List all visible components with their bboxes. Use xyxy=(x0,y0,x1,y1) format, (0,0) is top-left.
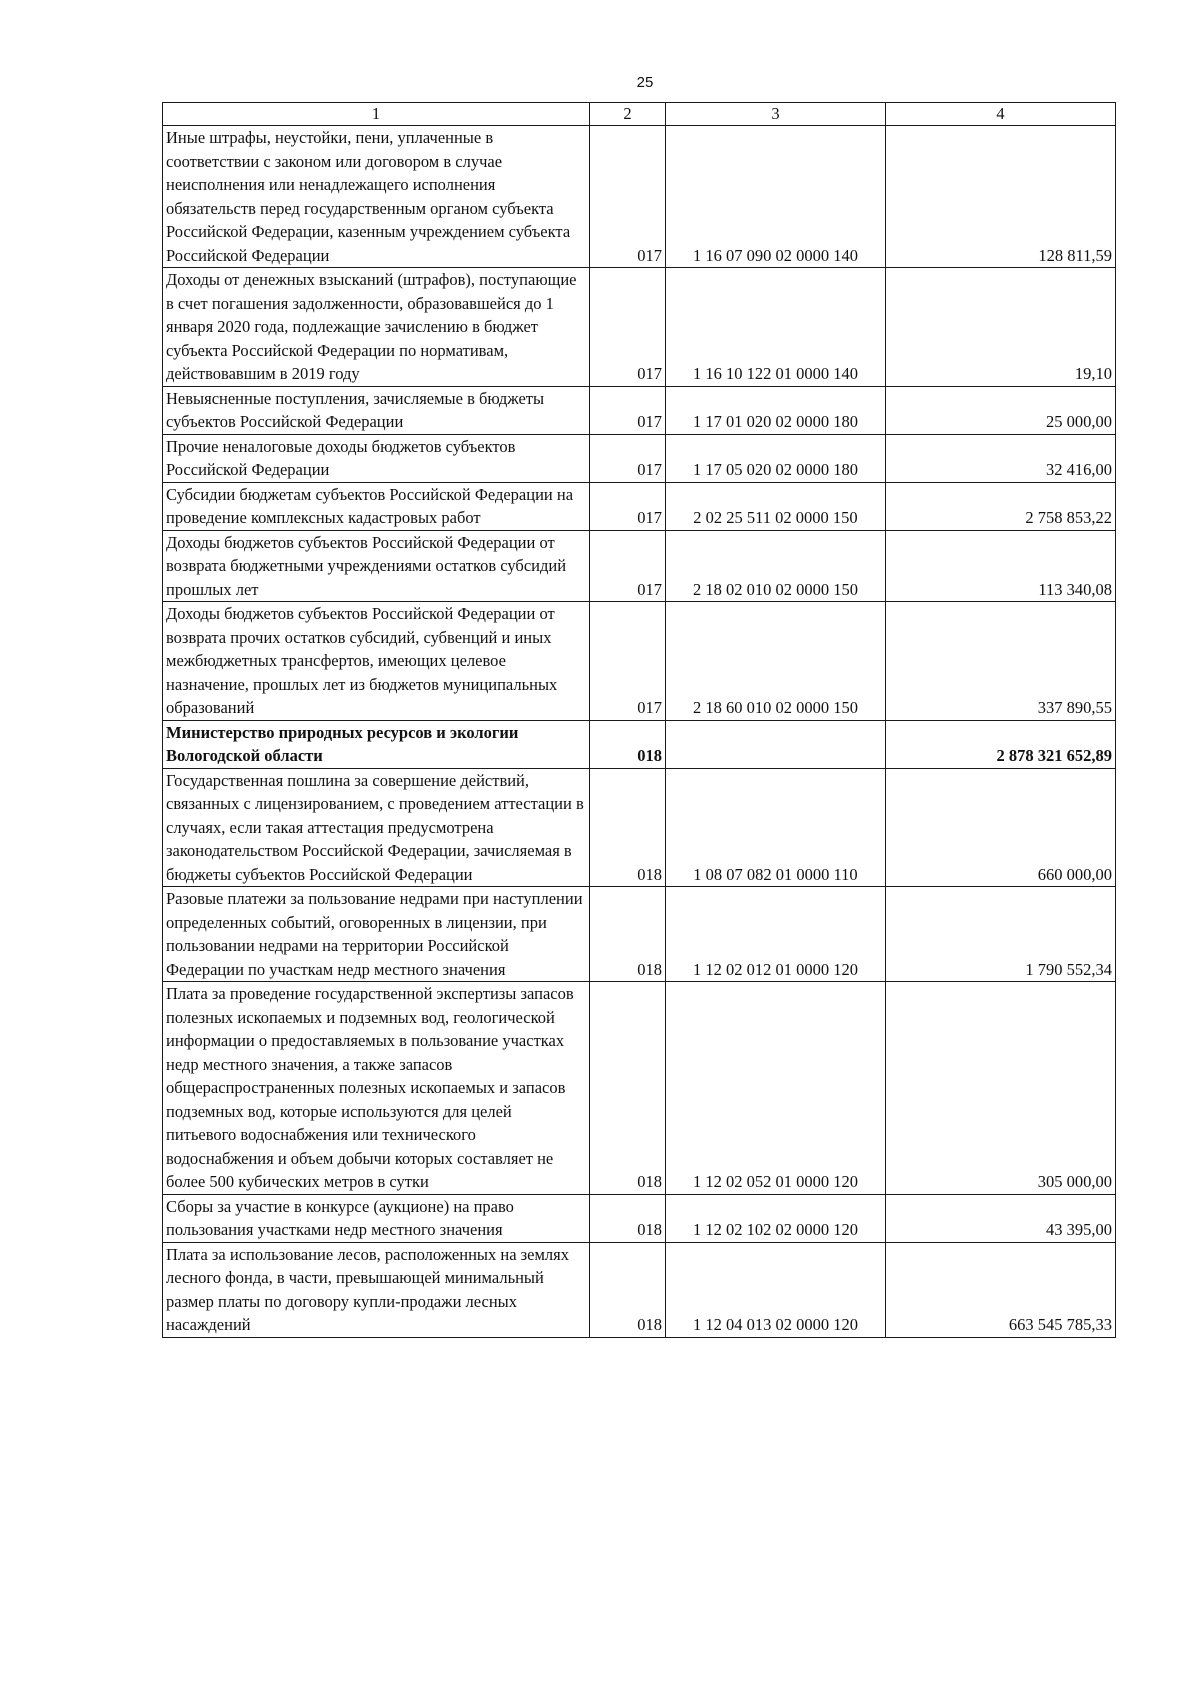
row-budget-classification-code: 1 12 02 012 01 0000 120 xyxy=(666,887,886,982)
row-admin-code: 017 xyxy=(590,126,666,268)
row-budget-classification-code: 1 12 02 102 02 0000 120 xyxy=(666,1194,886,1242)
row-amount: 19,10 xyxy=(886,268,1116,387)
row-amount: 43 395,00 xyxy=(886,1194,1116,1242)
row-budget-classification-code: 1 12 02 052 01 0000 120 xyxy=(666,982,886,1195)
row-amount: 128 811,59 xyxy=(886,126,1116,268)
table-row xyxy=(163,434,1116,482)
row-admin-code: 017 xyxy=(590,530,666,602)
header-col-4: 4 xyxy=(886,103,1116,126)
row-description: Государственная пошлина за совершение действий, связанных с лицензированием, с проведением аттестации в случаях, если такая аттестация предусмотрена законодательством Российской Федерации, зачисляемая в бюджеты субъектов Российской Федерации xyxy=(163,768,590,887)
row-description: Доходы от денежных взысканий (штрафов), поступающие в счет погашения задолженности, образовавшейся до 1 января 2020 года, подлежащие зачислению в бюджет субъекта Российской Федерации по нормативам, действовавшим в 2019 году xyxy=(163,268,590,387)
table-row xyxy=(163,1242,1116,1337)
row-admin-code: 018 xyxy=(590,982,666,1195)
row-amount: 337 890,55 xyxy=(886,602,1116,721)
row-budget-classification-code: 1 08 07 082 01 0000 110 xyxy=(666,768,886,887)
table-row xyxy=(163,720,1116,768)
row-description: Невыясненные поступления, зачисляемые в бюджеты субъектов Российской Федерации xyxy=(163,386,590,434)
table-row xyxy=(163,982,1116,1195)
row-amount: 25 000,00 xyxy=(886,386,1116,434)
row-budget-classification-code: 2 18 02 010 02 0000 150 xyxy=(666,530,886,602)
table-row xyxy=(163,126,1116,268)
table-row xyxy=(163,602,1116,721)
row-description: Субсидии бюджетам субъектов Российской Федерации на проведение комплексных кадастровых работ xyxy=(163,482,590,530)
table-row xyxy=(163,386,1116,434)
header-col-2: 2 xyxy=(590,103,666,126)
row-budget-classification-code: 1 16 10 122 01 0000 140 xyxy=(666,268,886,387)
row-description: Разовые платежи за пользование недрами при наступлении определенных событий, оговоренных в лицензии, при пользовании недрами на территории Российской Федерации по участкам недр местного значения xyxy=(163,887,590,982)
header-col-3: 3 xyxy=(666,103,886,126)
row-admin-code: 017 xyxy=(590,268,666,387)
table-row xyxy=(163,1194,1116,1242)
row-budget-classification-code: 2 18 60 010 02 0000 150 xyxy=(666,602,886,721)
table-row xyxy=(163,482,1116,530)
row-amount: 2 758 853,22 xyxy=(886,482,1116,530)
row-description: Доходы бюджетов субъектов Российской Федерации от возврата прочих остатков субсидий, субвенций и иных межбюджетных трансфертов, имеющих целевое назначение, прошлых лет из бюджетов муниципальных образований xyxy=(163,602,590,721)
row-description: Плата за использование лесов, расположенных на землях лесного фонда, в части, превышающей минимальный размер платы по договору купли-продажи лесных насаждений xyxy=(163,1242,590,1337)
row-budget-classification-code: 2 02 25 511 02 0000 150 xyxy=(666,482,886,530)
row-admin-code: 018 xyxy=(590,1194,666,1242)
page-number: 25 xyxy=(636,74,654,91)
row-admin-code: 018 xyxy=(590,1242,666,1337)
table-row xyxy=(163,268,1116,387)
revenue-table xyxy=(162,102,1116,1338)
row-admin-code: 017 xyxy=(590,602,666,721)
row-budget-classification-code: 1 12 04 013 02 0000 120 xyxy=(666,1242,886,1337)
row-admin-code: 017 xyxy=(590,386,666,434)
row-budget-classification-code: 1 17 01 020 02 0000 180 xyxy=(666,386,886,434)
row-budget-classification-code xyxy=(666,720,886,768)
table-row xyxy=(163,887,1116,982)
row-amount: 1 790 552,34 xyxy=(886,887,1116,982)
row-amount: 660 000,00 xyxy=(886,768,1116,887)
row-description: Плата за проведение государственной экспертизы запасов полезных ископаемых и подземных вод, геологической информации о предоставляемых в пользование участках недр местного значения, а также запасов общераспространенных полезных ископаемых и запасов подземных вод, которые используются для целей питьевого водоснабжения или технического водоснабжения и объем добычи которых составляет не более 500 кубических метров в сутки xyxy=(163,982,590,1195)
row-amount: 663 545 785,33 xyxy=(886,1242,1116,1337)
row-admin-code: 018 xyxy=(590,887,666,982)
row-budget-classification-code: 1 17 05 020 02 0000 180 xyxy=(666,434,886,482)
row-amount: 2 878 321 652,89 xyxy=(886,720,1116,768)
row-admin-code: 017 xyxy=(590,482,666,530)
row-amount: 32 416,00 xyxy=(886,434,1116,482)
table-row xyxy=(163,530,1116,602)
row-admin-code: 018 xyxy=(590,720,666,768)
row-description: Прочие неналоговые доходы бюджетов субъектов Российской Федерации xyxy=(163,434,590,482)
header-col-1: 1 xyxy=(163,103,590,126)
revenue-table-body xyxy=(163,103,1116,1338)
row-admin-code: 018 xyxy=(590,768,666,887)
row-admin-code: 017 xyxy=(590,434,666,482)
table-header-row xyxy=(163,103,1116,126)
table-row xyxy=(163,768,1116,887)
row-budget-classification-code: 1 16 07 090 02 0000 140 xyxy=(666,126,886,268)
row-description: Иные штрафы, неустойки, пени, уплаченные в соответствии с законом или договором в случае неисполнения или ненадлежащего исполнения обязательств перед государственным органом субъекта Российской Федерации, казенным учреждением субъекта Российской Федерации xyxy=(163,126,590,268)
row-amount: 305 000,00 xyxy=(886,982,1116,1195)
row-description: Сборы за участие в конкурсе (аукционе) на право пользования участками недр местного значения xyxy=(163,1194,590,1242)
row-description: Министерство природных ресурсов и экологии Вологодской области xyxy=(163,720,590,768)
row-amount: 113 340,08 xyxy=(886,530,1116,602)
row-description: Доходы бюджетов субъектов Российской Федерации от возврата бюджетными учреждениями остатков субсидий прошлых лет xyxy=(163,530,590,602)
